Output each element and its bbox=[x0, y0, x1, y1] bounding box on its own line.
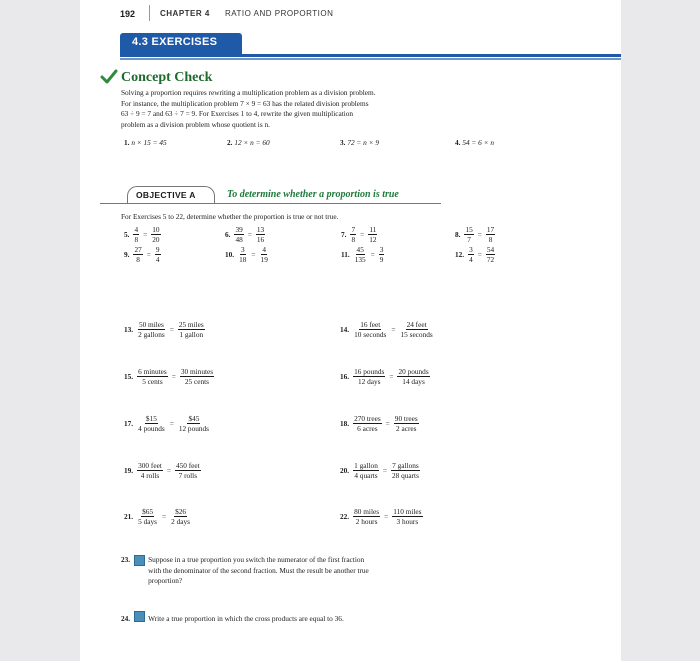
exercise-22 bbox=[340, 507, 423, 526]
left-fraction bbox=[464, 225, 473, 244]
denominator: 2 hours bbox=[355, 517, 378, 526]
denominator: 16 bbox=[256, 235, 265, 244]
exercise-number: 13. bbox=[124, 325, 134, 334]
exercise-number: 18. bbox=[340, 419, 350, 428]
numerator: 7 gallons bbox=[392, 461, 419, 470]
numerator: 39 bbox=[235, 225, 243, 234]
left-fraction bbox=[133, 225, 139, 244]
exercise-number: 10. bbox=[225, 250, 235, 259]
exercise-7 bbox=[341, 225, 378, 244]
concept-item-1: 1. n × 15 = 45 bbox=[124, 138, 167, 147]
numerator: 25 miles bbox=[178, 320, 204, 329]
exercise-24: 24. Write a true proportion in which the cross products are equal to 36. bbox=[121, 611, 344, 625]
denominator: 10 seconds bbox=[354, 330, 387, 339]
denominator: 48 bbox=[235, 235, 243, 244]
numerator: $15 bbox=[145, 414, 157, 423]
right-fraction bbox=[379, 245, 385, 264]
left-fraction bbox=[353, 507, 380, 526]
left-fraction bbox=[137, 507, 158, 526]
exercise-number: 16. bbox=[340, 372, 350, 381]
objective-description: To determine whether a proportion is true bbox=[227, 189, 399, 200]
numerator: 3 bbox=[379, 245, 384, 254]
concept-check-title: Concept Check bbox=[121, 70, 213, 85]
equals-sign: = bbox=[385, 419, 390, 428]
denominator: 4 bbox=[155, 255, 160, 264]
denominator: 2 days bbox=[171, 517, 190, 526]
right-fraction bbox=[180, 367, 214, 386]
numerator: 24 feet bbox=[406, 320, 427, 329]
left-fraction bbox=[137, 414, 166, 433]
numerator: 16 pounds bbox=[354, 367, 385, 376]
chapter-label: CHAPTER 4 bbox=[160, 9, 210, 18]
numerator: 50 miles bbox=[138, 320, 164, 329]
left-fraction bbox=[353, 320, 387, 339]
denominator: 5 days bbox=[138, 517, 157, 526]
denominator: 1 gallon bbox=[179, 330, 204, 339]
right-fraction bbox=[397, 367, 429, 386]
right-fraction bbox=[151, 225, 160, 244]
numerator: 110 miles bbox=[393, 507, 422, 516]
denominator: 19 bbox=[260, 255, 268, 264]
left-fraction bbox=[353, 367, 385, 386]
exercise-11 bbox=[341, 245, 384, 264]
section-rule bbox=[120, 54, 621, 57]
numerator: 54 bbox=[486, 245, 495, 254]
equals-sign: = bbox=[166, 466, 171, 475]
exercise-18 bbox=[340, 414, 419, 433]
exercise-number: 12. bbox=[455, 250, 465, 259]
right-fraction bbox=[391, 461, 420, 480]
equals-sign: = bbox=[171, 372, 176, 381]
concept-item-2: 2. 12 × n = 60 bbox=[227, 138, 270, 147]
denominator: 4 bbox=[469, 255, 473, 264]
exercise-12 bbox=[455, 245, 495, 264]
exercise-9 bbox=[124, 245, 161, 264]
equals-sign: = bbox=[169, 419, 174, 428]
left-fraction bbox=[137, 320, 166, 339]
denominator: 4 pounds bbox=[138, 424, 165, 433]
denominator: 6 acres bbox=[357, 424, 378, 433]
denominator: 2 acres bbox=[396, 424, 417, 433]
objective-label: OBJECTIVE A bbox=[127, 186, 215, 204]
left-fraction bbox=[353, 461, 379, 480]
writing-exercise-icon bbox=[134, 555, 145, 566]
exercise-23: 23. Suppose in a true proportion you switch the numerator of the first fraction with the denominator of the second fraction. Must the result be another true proportion? bbox=[121, 555, 369, 585]
numerator: 13 bbox=[256, 225, 265, 234]
exercise-number: 19. bbox=[124, 466, 134, 475]
exercise-number: 11. bbox=[341, 250, 350, 259]
exercise-17 bbox=[124, 414, 210, 433]
exercise-20 bbox=[340, 461, 420, 480]
exercise-number: 20. bbox=[340, 466, 350, 475]
denominator: 18 bbox=[239, 255, 247, 264]
concept-item-4: 4. 54 = 6 × n bbox=[455, 138, 495, 147]
numerator: 3 bbox=[240, 245, 245, 254]
denominator: 8 bbox=[351, 235, 356, 244]
exercise-13 bbox=[124, 320, 205, 339]
numerator: 6 minutes bbox=[138, 367, 167, 376]
denominator: 4 rolls bbox=[140, 471, 160, 480]
numerator: 80 miles bbox=[354, 507, 380, 516]
left-fraction bbox=[234, 225, 243, 244]
equals-sign: = bbox=[161, 512, 167, 521]
numerator: 1 gallon bbox=[354, 461, 378, 470]
denominator: 72 bbox=[486, 255, 495, 264]
denominator: 12 days bbox=[357, 377, 381, 386]
equals-sign: = bbox=[146, 250, 151, 259]
numerator: $45 bbox=[188, 414, 200, 423]
chapter-title: RATIO AND PROPORTION bbox=[225, 9, 334, 18]
denominator: 15 seconds bbox=[400, 330, 433, 339]
exercise-19 bbox=[124, 461, 201, 480]
numerator: 15 bbox=[465, 225, 473, 234]
section-rule-secondary bbox=[120, 58, 621, 60]
exercise-number: 6. bbox=[225, 230, 231, 239]
denominator: 9 bbox=[379, 255, 384, 264]
exercise-number: 22. bbox=[340, 512, 350, 521]
left-fraction bbox=[238, 245, 247, 264]
numerator: 16 feet bbox=[360, 320, 381, 329]
equals-sign: = bbox=[143, 230, 148, 239]
numerator: 90 trees bbox=[394, 414, 418, 423]
denominator: 12 pounds bbox=[178, 424, 210, 433]
numerator: 270 trees bbox=[354, 414, 381, 423]
right-fraction bbox=[486, 225, 495, 244]
numerator: 300 feet bbox=[138, 461, 162, 470]
denominator: 4 quarts bbox=[354, 471, 378, 480]
denominator: 14 days bbox=[402, 377, 425, 386]
equals-sign: = bbox=[247, 230, 252, 239]
exercise-number: 7. bbox=[341, 230, 347, 239]
section-tab: 4.3 EXERCISES bbox=[120, 33, 242, 54]
equals-sign: = bbox=[360, 230, 365, 239]
exercise-8 bbox=[455, 225, 495, 244]
numerator: 17 bbox=[486, 225, 495, 234]
exercise-21 bbox=[124, 507, 191, 526]
header-divider bbox=[149, 5, 150, 21]
numerator: $26 bbox=[175, 507, 187, 516]
denominator: 8 bbox=[136, 255, 140, 264]
instructions: For Exercises 5 to 22, determine whether the proportion is true or not true. bbox=[121, 212, 339, 221]
numerator: 10 bbox=[152, 225, 160, 234]
concept-check-text: Solving a proportion requires rewriting a multiplication problem as a division problem. For instance, the multiplication problem 7 × 9 = 63 has the related division problems 63 ÷ 9 = 7 and 63 ÷ 7 = 9. For Exercises 1 to 4, rewrite the given multiplication problem as a division problem whose quotient is n. bbox=[121, 88, 376, 129]
exercise-number: 5. bbox=[124, 230, 130, 239]
right-fraction bbox=[256, 225, 265, 244]
equals-sign: = bbox=[370, 250, 375, 259]
exercise-number: 8. bbox=[455, 230, 461, 239]
exercise-number: 15. bbox=[124, 372, 134, 381]
numerator: 4 bbox=[262, 245, 267, 254]
left-fraction bbox=[137, 461, 163, 480]
concept-item-3: 3. 72 = n × 9 bbox=[340, 138, 380, 147]
exercise-number: 17. bbox=[124, 419, 134, 428]
right-fraction bbox=[486, 245, 495, 264]
numerator: 11 bbox=[369, 225, 377, 234]
denominator: 20 bbox=[152, 235, 160, 244]
checkmark-icon bbox=[100, 68, 118, 86]
writing-exercise-icon bbox=[134, 611, 145, 622]
right-fraction bbox=[175, 461, 201, 480]
numerator: 3 bbox=[469, 245, 473, 254]
exercise-number: 21. bbox=[124, 512, 134, 521]
equals-sign: = bbox=[251, 250, 256, 259]
denominator: 7 rolls bbox=[178, 471, 198, 480]
right-fraction bbox=[368, 225, 377, 244]
right-fraction bbox=[399, 320, 433, 339]
denominator: 8 bbox=[134, 235, 139, 244]
equals-sign: = bbox=[382, 466, 387, 475]
right-fraction bbox=[392, 507, 422, 526]
right-fraction bbox=[155, 245, 161, 264]
left-fraction bbox=[353, 414, 382, 433]
numerator: $65 bbox=[142, 507, 154, 516]
equals-sign: = bbox=[477, 230, 482, 239]
numerator: 20 pounds bbox=[398, 367, 429, 376]
right-fraction bbox=[260, 245, 269, 264]
left-fraction bbox=[350, 225, 356, 244]
numerator: 27 bbox=[134, 245, 142, 254]
left-fraction bbox=[133, 245, 142, 264]
numerator: 4 bbox=[134, 225, 139, 234]
right-fraction bbox=[170, 507, 191, 526]
denominator: 28 quarts bbox=[391, 471, 419, 480]
equals-sign: = bbox=[477, 250, 482, 259]
right-fraction bbox=[178, 414, 210, 433]
page-number: 192 bbox=[120, 9, 136, 19]
numerator: 45 bbox=[356, 245, 364, 254]
right-fraction bbox=[394, 414, 419, 433]
numerator: 450 feet bbox=[175, 461, 200, 470]
left-fraction bbox=[137, 367, 168, 386]
exercise-number: 14. bbox=[340, 325, 350, 334]
numerator: 7 bbox=[351, 225, 356, 234]
equals-sign: = bbox=[384, 512, 389, 521]
exercise-16 bbox=[340, 367, 430, 386]
exercise-10 bbox=[225, 245, 269, 264]
equals-sign: = bbox=[169, 325, 174, 334]
left-fraction bbox=[354, 245, 367, 264]
denominator: 2 gallons bbox=[138, 330, 165, 339]
denominator: 3 hours bbox=[396, 517, 419, 526]
equals-sign: = bbox=[389, 372, 394, 381]
exercise-15 bbox=[124, 367, 214, 386]
denominator: 135 bbox=[354, 255, 366, 264]
left-fraction bbox=[468, 245, 474, 264]
exercise-14 bbox=[340, 320, 434, 339]
numerator: 9 bbox=[155, 245, 160, 254]
right-fraction bbox=[178, 320, 205, 339]
denominator: 7 bbox=[467, 235, 471, 244]
exercise-6 bbox=[225, 225, 265, 244]
numerator: 30 minutes bbox=[180, 367, 214, 376]
exercise-5 bbox=[124, 225, 161, 244]
exercise-number: 9. bbox=[124, 250, 130, 259]
denominator: 12 bbox=[369, 235, 377, 244]
denominator: 8 bbox=[488, 235, 493, 244]
denominator: 5 cents bbox=[142, 377, 163, 386]
denominator: 25 cents bbox=[184, 377, 210, 386]
objective-rule bbox=[100, 203, 441, 204]
textbook-page bbox=[80, 0, 621, 661]
equals-sign: = bbox=[391, 325, 396, 334]
